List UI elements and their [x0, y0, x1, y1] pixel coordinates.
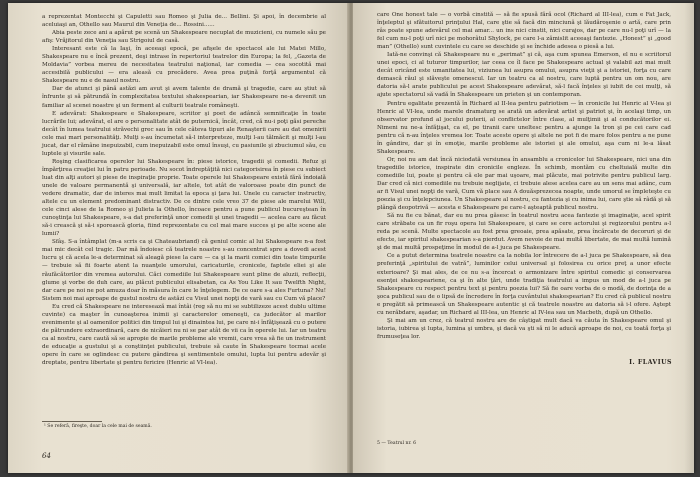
page-number: 64	[42, 452, 51, 460]
paragraph: Interesant este că la Iaşi, în aceeaşi epocă, pe afişele de spectacol ale lui Matei Millo, Shakespeare nu e încă prezent, deşi intrase în repertoriul teatrelor din Europa; la fel, „Gazeta de Moldavia” vorbea mereu de necesitatea teatrului naţional, iar comedia — cea socotită mai accesibilă publicului — era aleasă cu precădere. Avea prea puţină forţă argumentul că Shakespeare nu e de nasul nostru.	[42, 46, 326, 85]
footnote: ¹ Se referă, fireşte, doar la cele mai de seamă.	[44, 424, 152, 429]
paragraph: Sfâş. S-a întâmplat (m-a scris ca şi Chateaubriand) că geniul comic al lui Shakespeare n-a fost mai mic decât cel tragic. Dar mă îndoiesc că teatrele noastre s-au concentrat spre a dovedi acest lucru şi că acela le-a determinat să aleagă piese la care — ca şi la marii comici din toate timpurile — trebuie să fii foarte atent la nuanţele umorului, caricaturile, cronicele, faptele eliei şi ale răufăcătorilor din vremea autorului. Căci comediile lui Shakespeare sunt pline de aluzii, reflecţii, glume şi vorbe de duh care, au plăcut publicului elisabetan, ca As You Like It sau Twelfth Night, dar care pe noi ne pot amuza doar în măsura în care le înţelegem. De ce oare s-a ales Furtuna? Nu! Sistem noi mai aproape de gustul nostru de astăzi cu Visul unei nopţi de vară sau cu Cum vă place?	[42, 239, 326, 302]
paragraph: E adevărat: Shakespeare e Shakespeare, scriitor şi poet de adâncă semnificaţie în toate lucrările lui; adevărat, el are o personalitate atât de puternică, încât, cred, că nu-i poţi găsi pereche decât în lumea teatrului străvechi grec sau în cele câteva tipuri ale Renaşterii care au dat omenirii cele mai mari personalităţi. Mulţi s-au încumetat să-l interpreteze, mulţi l-au tălmăcit şi mulţi l-au jucat, dar el rămâne inepuizabil, cum inepuizabil este omul însuşi, cu pasiunile şi zbuciumul său, cu luptele şi visurile sale.	[42, 110, 326, 157]
right-page	[353, 3, 694, 473]
paragraph: a reprezentat Montecchi şi Capuletti sau Romeo şi Julia de... Bellini. Şi apoi, în decembrie al aceluiaşi an, Othello sau Maurul din Veneţia de... Rossini......	[42, 14, 326, 29]
paragraph: care One honest tale — o vorbă cinstită — să fie spusă fără ocol (Richard al III-lea), cum e Fat Jack, înţeleptul şi sfătuitorul prinţului Hal, care ştie să facă din minciună şi lăudăroşenie o artă, care prin râs poate spune adevărul cel mai amar... un ins nici cinstit, nici curajos, dar pe care nu-l poţi urî — la fel cum nu-l poţi urî nici pe mohorâtul Shylock, pe care l-a zămislit aceeaşi fantezie. „Honest” şi „good man” (Othello) sunt cuvintele cu care se deschide şi se închide adesea o piesă a lui.	[377, 12, 671, 51]
page-edge-shadow	[684, 3, 694, 473]
paragraph: Abia peste zece ani a apărut pe scenă un Shakespeare necuplat de muzicieni, cu numele său pe afiş: Vrăjitorul din Veneţia sau Strigoiul de casă.	[42, 30, 326, 45]
paragraph: Or, noi nu am dat încă niciodată versiunea în ansamblu a cronicelor lui Shakespeare, nici una din tragediile istorice, inspirate din cronicile engleze. În schimb, montăm cu cheltuială multe din comediile lui, poate şi pentru că ele par mai uşoare, mai plăcute, mai potrivite pentru publicul larg. Dar cred că nici comediile nu trebuie neglijate, ci trebuie alese acelea care au un sens mai adânc, cum ar fi Visul unei nopţi de vară, Cum vă place sau A douăsprezecea noapte, unde umorul se împleteşte cu poezia şi cu înţelepciunea. Un Shakespeare al nostru, cu fantezia şi cu inima lui, care ştie să râdă şi să plângă deopotrivă — acesta e Shakespeare pe care-l aşteaptă publicul nostru.	[377, 156, 671, 212]
paragraph: Roşing clasificarea operelor lui Shakespeare în: piese istorice, tragedii şi comedii. Refuz şi împărţirea creaţiei lui în patru perioade. Nu socot îndreptăţită nici categorisirea în piese cu subiect luat din alţi autori şi piese de inspiraţie proprie. Toate operele lui Shakespeare există fără îndoială unele de valoare permanentă şi universală, iar altele, tot atât de valoroase poate din punct de vedere dramatic, dar de interes mai mult limitat la epoca şi ţara lui. Unele cu caracter instructiv, altele cu un element predominant distractiv. De ce dintre cele vreo 37 de piese ale marelui Will, cele cinci alese de la Romeo şi Julieta la Othello, încoace pentru a pune publicul bucureştean în cunoştinţa lui Shakespeare, s-a dat preferinţă unor comedii şi unei tragedii — acelea care au făcut să-i crească şi să-i sporească gloria, fiind reprezentate cu cel mai mare succes şi pe alte scene ale lumii?	[42, 158, 326, 238]
left-page-text	[42, 13, 326, 367]
author-signature: I. FLAVIUS	[629, 359, 672, 366]
paragraph: Iată-ne convinşi că Shakespeare nu e „perimat” şi că, aşa cum spunea Emerson, el nu e scriitorul unei epoci, ci al tuturor timpurilor, iar ceea ce îl face pe Shakespeare actual şi valabil azi mai mult decât oricând este umanitatea lui, viziunea lui asupra omului, asupra vieţii şi a istoriei, forţa cu care demască răul şi slăveşte omenescul. Iar un teatru ca al nostru, care luptă pentru un om nou, are datoria să-l arate publicului pe acest Shakespeare adevărat, să-l facă înţeles şi iubit de cei mulţi, să ajute spectatorul să vadă în Shakespeare un prieten şi un contemporan.	[377, 52, 671, 99]
left-page	[8, 3, 349, 473]
paragraph: Şi mai am un crez, că teatrul nostru are de câştigat mult dacă va căuta în Shakespeare omul şi istoria, iubirea şi lupta, lumina şi umbra, şi dacă va şti să ni le aducă aproape de noi, cu toată forţa şi frumuseţea lor.	[377, 317, 671, 340]
paragraph: Să nu fie cu bănat, dar eu nu prea găsesc în teatrul nostru acea fantezie şi imaginaţie, acel spirit care străbate ca un fir roşu opera lui Shakespeare, şi care se cere actorului şi regizorului pentru a-l reda pe scenă. Multe spectacole au fost prea greoaie, prea apăsate, prea încărcate de decoruri şi de efecte, iar spiritul shakespearian s-a pierdut. Avem nevoie de mai multă libertate, de mai multă lumină şi de mai multă prospeţime în modul de a-l juca pe Shakespeare.	[377, 213, 671, 252]
paragraph: Ce a putut determina teatrele noastre ca la nobila lor întrecere de a-l juca pe Shakespeare, să dea preferinţă „spiritului de vatră”, luminilor celui universal şi folosirea cu orice preţ a unor efecte exterioare? Şi mai ales, de ce nu s-a încercat o armonizare între spiritul comedic şi conservarea esenţei shakespeariene, ca şi în alte ţări, unde tradiţia teatrului a impus un mod de a-l juca pe Shakespeare cu respect pentru text şi pentru poezia lui? Să fie oare vorba de o modă, de dorinţa de a şoca publicul sau de o lipsă de încredere în forţa cuvântului shakespearian? Eu cred că publicul nostru e pregătit să primească un Shakespeare autentic şi că teatrele noastre au datoria să i-l ofere. Aştept cu nerăbdare, aşadar, un Richard al III-lea, un Henric al IV-lea sau un Macbeth, după un Othello.	[377, 253, 671, 316]
book-spread	[8, 3, 694, 473]
right-page-text	[377, 11, 671, 341]
paragraph: Eu cred că Shakespeare ne interesează mai întâi (reg să nu mi se subtilizeze acest dublu ultime cuvinte) ca maşter în cunoaşterea inimii şi caracterelor omeneşti, ca judecător al marilor evenimente şi al oamenilor politici din timpul lui şi dinaintea lui, pe care ni-i înfăţişează cu o putere de pătrundere extraordinară, care de nicăieri nu ni se par atât de vii ca în operele lui. Iar un teatru ca al nostru, care caută să se apropie de marile probleme ale vremii, care vrea să fie un instrument de educaţie a gustului şi a conştiinţei publicului, trebuie să caute în Shakespeare tocmai acele opere în care se oglindesc cu putere gândirea şi sentimentele omului, lupta lui pentru adevăr şi dreptate, pentru libertate şi pentru fericire (Henric al VI-lea).	[42, 303, 326, 367]
paragraph: Pentru egalitate prezentă în Richard al II-lea pentru patriotism — în cronicile lui Henric al V-lea şi Henric al VI-lea, unde marele dramaturg se arată un adevărat artist şi patriot şi, în acelaşi timp, un observator profund al jocului puterii, al conflictelor între clase, al mulţimii şi al conducătorilor ei. Nimeni nu ne-a înfăţişat, ca el, pe tiranii care uneltesc pentru a ajunge la tron şi pe cei care cad pentru că n-au înţeles vremea lor. Toate aceste opere şi altele ne pot fi de mare folos pentru a ne pune în gândire, dar şi în emoţie, marile probleme ale istoriei şi ale omului, aşa cum ni le-a lăsat Shakespeare.	[377, 100, 671, 155]
signature-mark: 5 — Teatrul nr. 6	[377, 441, 417, 446]
paragraph: Dar de atunci şi până astăzi am avut şi avem talente de dramă şi tragedie, care au ştiut să înfrunte şi să pătrundă în complexitatea textului shakespearian, iar Shakespeare ne-a devenit un familiar al scenei noastre şi un ferment al culturii teatrale româneşti.	[42, 86, 326, 109]
footnote-rule	[42, 421, 102, 422]
